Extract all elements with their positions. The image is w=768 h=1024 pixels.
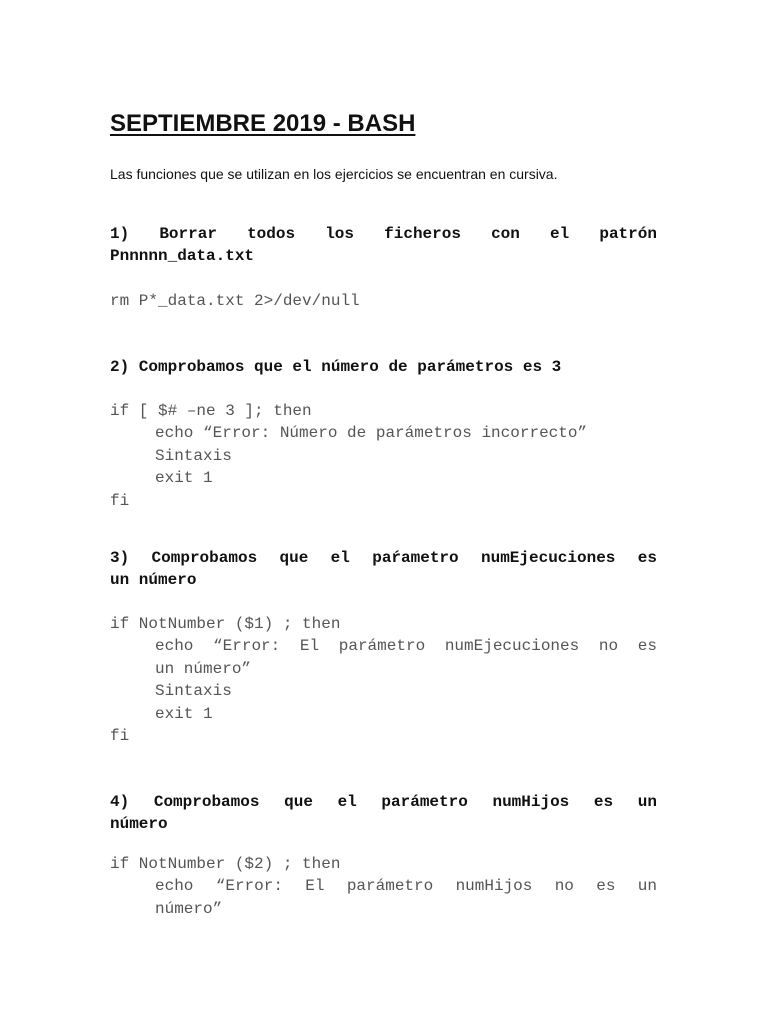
section-1-code — [110, 290, 657, 312]
section-4-code — [110, 853, 657, 920]
code-line: if NotNumber ($1) ; then — [110, 615, 341, 633]
section-1-heading-line-2: Pnnnnn_data.txt — [110, 247, 255, 266]
intro-text: Las funciones que se utilizan en los ejercicios se encuentran en cursiva. — [110, 166, 558, 182]
code-line: echo “Error: El parámetro numEjecuciones no es — [155, 637, 657, 656]
code-line: echo “Error: El parámetro numHijos no es un — [155, 877, 657, 896]
code-line: fi — [110, 491, 130, 510]
code-line: rm P*_data.txt 2>/dev/null — [110, 292, 360, 310]
code-line: un número” — [155, 659, 252, 678]
section-1-heading — [110, 223, 657, 268]
section-4-heading-line-1: 4) Comprobamos que el parámetro numHijos es un — [110, 793, 657, 811]
code-line: if NotNumber ($2) ; then — [110, 855, 341, 873]
code-line: Sintaxis — [155, 446, 232, 465]
code-line: Sintaxis — [155, 682, 232, 701]
section-1-heading-line-1: 1) Borrar todos los ficheros con el patrón — [110, 225, 657, 243]
code-line: echo “Error: Número de parámetros incorrecto” — [155, 424, 588, 443]
section-4-heading — [110, 791, 657, 836]
section-4-heading-line-2: número — [110, 815, 168, 834]
section-3-code — [110, 613, 657, 747]
code-line: exit 1 — [155, 469, 213, 488]
section-3-heading-line-2: un número — [110, 571, 197, 590]
section-3-heading — [110, 547, 657, 592]
code-line: fi — [110, 727, 130, 746]
code-line: número” — [155, 899, 223, 918]
code-line: exit 1 — [155, 704, 213, 723]
document-title: SEPTIEMBRE 2019 - BASH — [110, 110, 416, 137]
section-2-code — [110, 400, 657, 512]
section-3-heading-line-1: 3) Comprobamos que el paŕametro numEjecuciones es — [110, 549, 657, 567]
code-line: if [ $# –ne 3 ]; then — [110, 402, 312, 420]
section-2-heading: 2) Comprobamos que el número de parámetros es 3 — [110, 358, 562, 376]
